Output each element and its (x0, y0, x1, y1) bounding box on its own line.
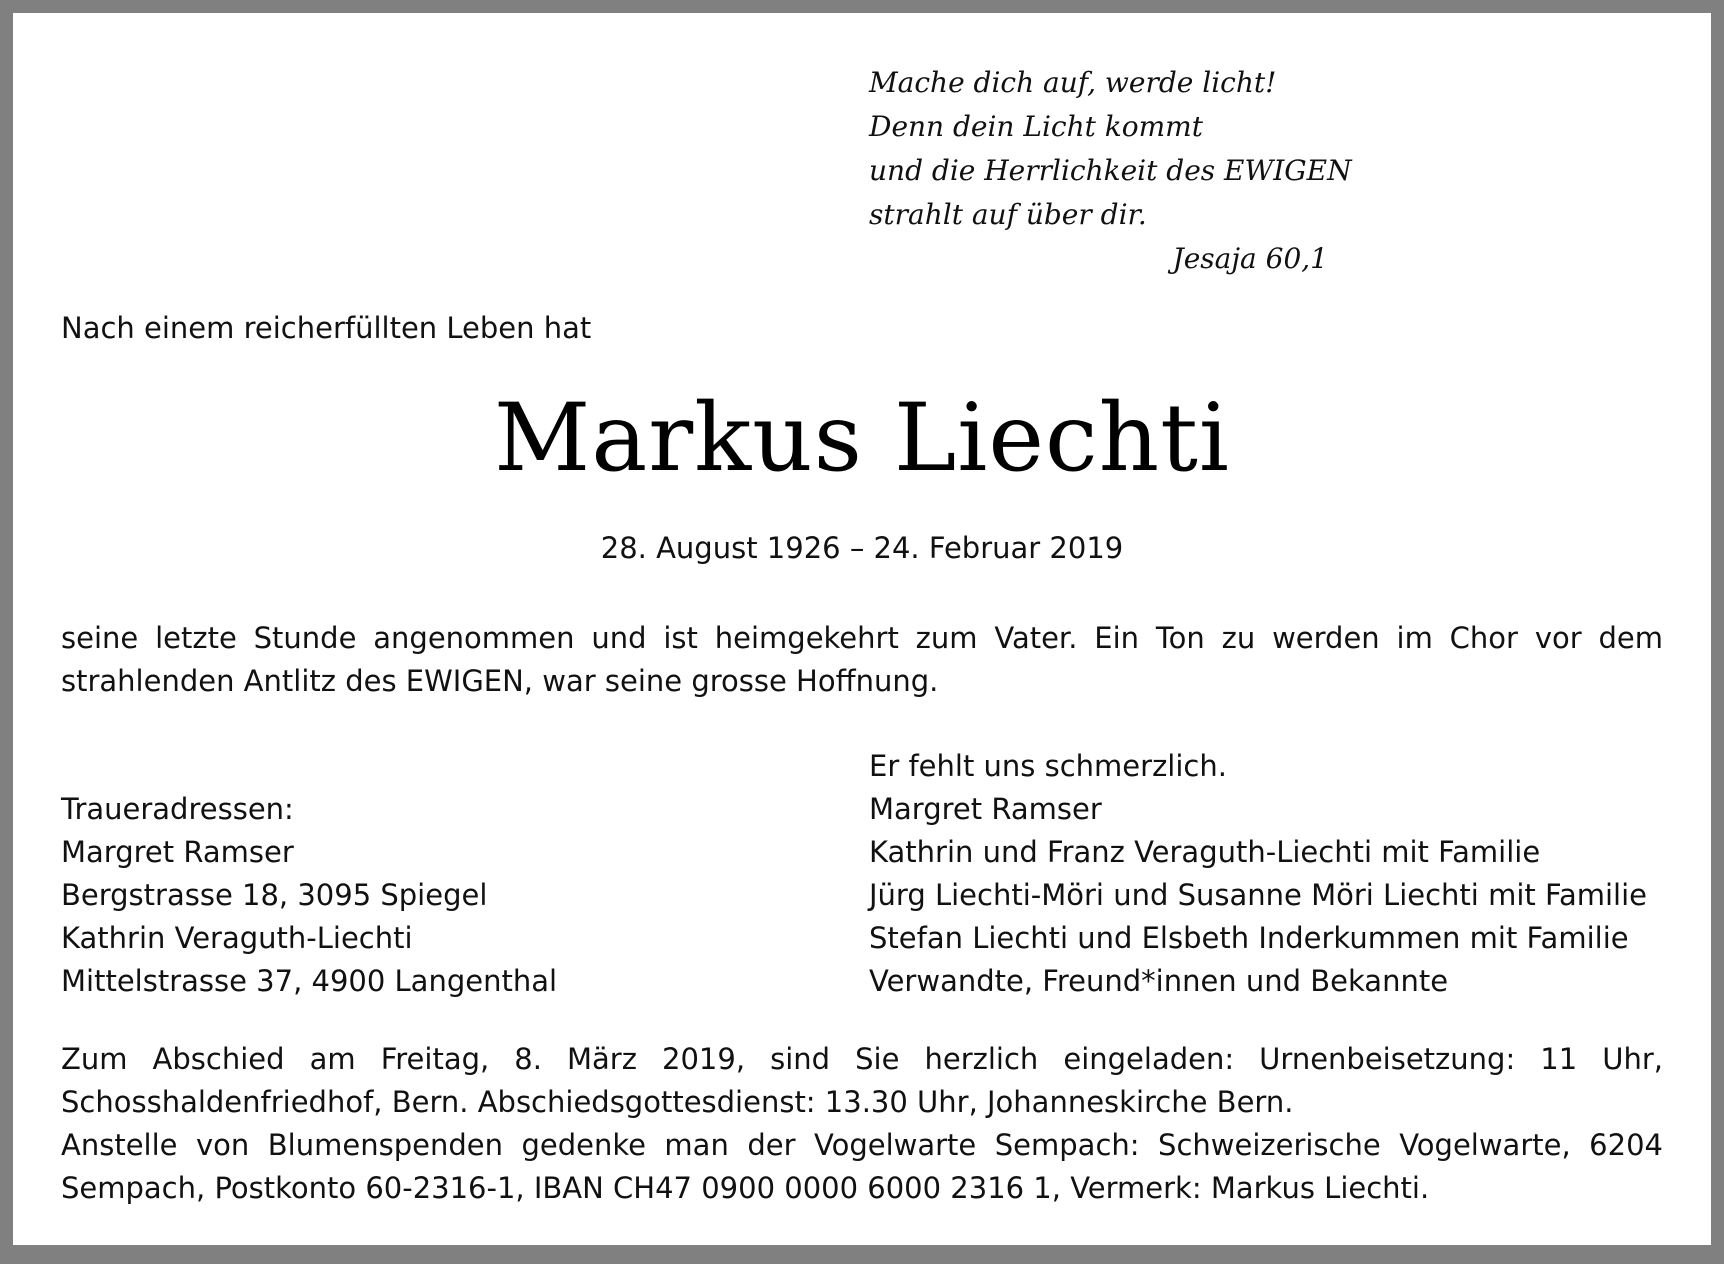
deceased-name: Markus Liechti (494, 384, 1230, 493)
donation-details: Anstelle von Blumenspenden gedenke man der Vogelwarte Sempach: Schweizerische Vogelwarte, 6204 Sempach, Postkonto 60-2316-1, IBAN CH47 0900 0000 6000 2316 1, Vermerk: Markus Liechti. (61, 1128, 1663, 1205)
address-line: Kathrin Veraguth-Liechti (61, 921, 413, 955)
obituary-page (13, 13, 1711, 1245)
family-heading: Er fehlt uns schmerzlich. (869, 749, 1227, 783)
life-dates: 28. August 1926 – 24. Februar 2019 (600, 531, 1124, 565)
verse-reference: Jesaja 60,1 (1172, 242, 1328, 275)
verse-line: Denn dein Licht kommt (869, 110, 1203, 143)
address-line: Margret Ramser (61, 835, 294, 869)
intro-text: Nach einem reicherfüllten Leben hat (61, 311, 592, 345)
family-member: Margret Ramser (869, 792, 1102, 826)
family-member: Kathrin und Franz Veraguth-Liechti mit Familie (869, 835, 1541, 869)
family-list (869, 745, 1647, 1003)
bible-verse (869, 61, 1352, 281)
family-member: Verwandte, Freund*innen und Bekannte (869, 964, 1449, 998)
verse-line: strahlt auf über dir. (869, 198, 1147, 231)
address-line: Mittelstrasse 37, 4900 Langenthal (61, 964, 558, 998)
obituary-message: seine letzte Stunde angenommen und ist heimgekehrt zum Vater. Ein Ton zu werden im Chor vor dem strahlenden Antlitz des EWIGEN, war seine grosse Hoffnung. (61, 621, 1663, 698)
farewell-details: Zum Abschied am Freitag, 8. März 2019, sind Sie herzlich eingeladen: Urnenbeisetzung: 11 Uhr, Schosshaldenfriedhof, Bern. Abschiedsgottesdienst: 13.30 Uhr, Johanneskirche Bern. (61, 1042, 1663, 1119)
closing-information (61, 1038, 1663, 1210)
address-line: Bergstrasse 18, 3095 Spiegel (61, 878, 488, 912)
family-member: Stefan Liechti und Elsbeth Inderkummen mit Familie (869, 921, 1629, 955)
addresses-heading: Traueradressen: (61, 792, 294, 826)
verse-line: und die Herrlichkeit des EWIGEN (869, 154, 1352, 187)
mourning-addresses (61, 788, 557, 1003)
family-member: Jürg Liechti-Möri und Susanne Möri Liechti mit Familie (869, 878, 1648, 912)
verse-line: Mache dich auf, werde licht! (869, 66, 1277, 99)
